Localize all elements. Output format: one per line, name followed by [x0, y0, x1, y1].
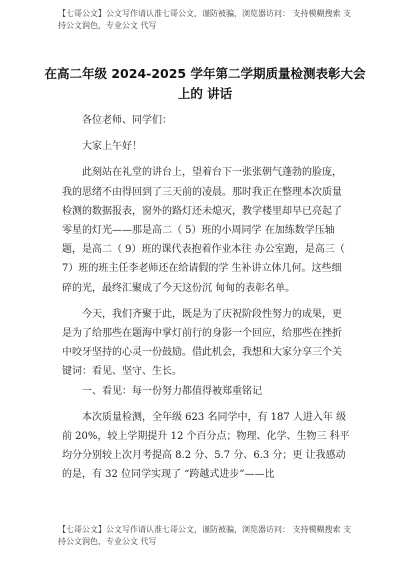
- document-title: 在高二年级 2024-2025 学年第二学期质量检测表彰大会上的 讲话: [44, 66, 366, 101]
- paragraph-3: 本次质量检测，全年级 623 名同学中，有 187 人进入年 级前 20%，较上学期提升 12 个百分点；物理、化学、生物三 科平均分分别较上次月考提高 8.2 分、5.7 分、6.3 分；更 让我感动的是，有 32 位同学实现了 “跨越式进步”——比: [62, 411, 350, 481]
- section-heading-1: 一、看见：每一份努力都值得被郑重铭记: [82, 385, 262, 397]
- paragraph-2: 今天，我们齐聚于此，既是为了庆祝阶段性努力的成果，更是为了给那些在题海中掌灯前行的身影一个回应，给那些在挫折中咬牙坚持的心灵一份鼓励。借此机会，我想和大家分享三个关键词：看见、坚守、生长。: [62, 308, 342, 378]
- salutation: 各位老师、同学们：: [82, 115, 172, 126]
- paragraph-1: 此刻站在礼堂的讲台上，望着台下一张张朝气蓬勃的脸庞，我的思绪不由得回到了三天前的凌晨。那时我正在整理本次质量检测的数据报表，窗外的路灯还未熄灭，教学楼里却早已亮起了零星的灯光——那是高二（ 5）班的小周同学 在加练数学压轴题，是高二（ 9）班的课代表抱着作业本往 办公室跑，是高三（ 7）班的班主任李老师还在给请假的学 生补讲立体几何。这些细碎的光，最终汇聚成了今天这份沉 甸甸的表彰名单。: [62, 167, 345, 294]
- document-body: [62, 111, 350, 485]
- greeting: 大家上午好！: [82, 141, 142, 153]
- header-banner: 【七哥公文】公文写作请认准七哥公文，谨防被骗，浏览器访问： 支持模糊搜索 支持公文润色，专业公文 代写: [58, 9, 352, 30]
- footer-banner: 【七哥公文】公文写作请认准七哥公文，谨防被骗，浏览器访问： 支持模糊搜索 支持公文润色，专业公文 代写: [58, 525, 352, 546]
